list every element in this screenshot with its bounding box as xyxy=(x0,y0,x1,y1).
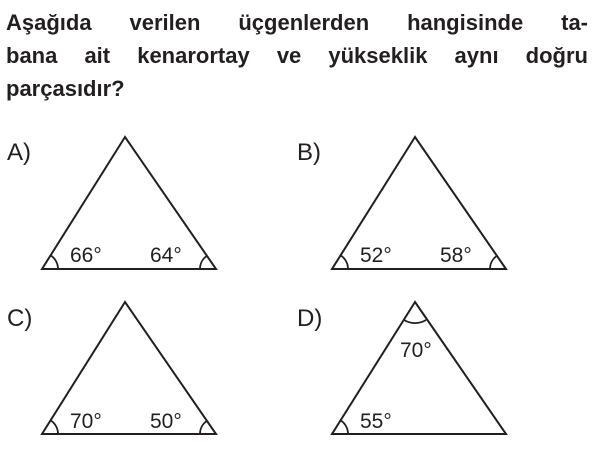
question-text xyxy=(6,6,588,105)
right-angle-label: 50° xyxy=(150,410,182,433)
left-angle-arc xyxy=(341,420,348,434)
left-angle-arc xyxy=(51,255,58,269)
question-line-2: bana ait kenarortay ve yükseklik aynı doğru xyxy=(6,43,588,68)
option-b-label[interactable]: B) xyxy=(297,139,321,166)
right-angle-arc xyxy=(200,421,207,434)
left-angle-label: 55° xyxy=(360,410,392,433)
right-angle-arc xyxy=(200,256,207,269)
option-a-triangle[interactable] xyxy=(40,135,220,273)
left-angle-label: 66° xyxy=(70,244,102,267)
option-b-triangle[interactable] xyxy=(330,135,510,273)
option-d-label[interactable]: D) xyxy=(297,305,323,332)
question-line-3: parçasıdır? xyxy=(6,76,125,101)
right-angle-arc xyxy=(490,256,497,269)
option-d-triangle[interactable] xyxy=(330,300,510,438)
top-angle-label: 70° xyxy=(400,339,432,362)
question-line-1: Aşağıda verilen üçgenlerden hangisinde ta- xyxy=(6,10,588,35)
triangle-shape xyxy=(332,137,506,269)
triangle-shape xyxy=(42,137,216,269)
right-angle-label: 64° xyxy=(150,244,182,267)
option-a-label[interactable]: A) xyxy=(7,139,31,166)
option-c-triangle[interactable] xyxy=(40,300,220,438)
triangle-shape xyxy=(332,302,506,434)
left-angle-arc xyxy=(341,255,348,269)
left-angle-label: 70° xyxy=(70,410,102,433)
left-angle-arc xyxy=(51,420,58,434)
option-c-label[interactable]: C) xyxy=(7,305,33,332)
triangle-shape xyxy=(42,302,216,434)
top-angle-arc xyxy=(404,320,426,323)
right-angle-label: 58° xyxy=(440,244,472,267)
left-angle-label: 52° xyxy=(360,244,392,267)
